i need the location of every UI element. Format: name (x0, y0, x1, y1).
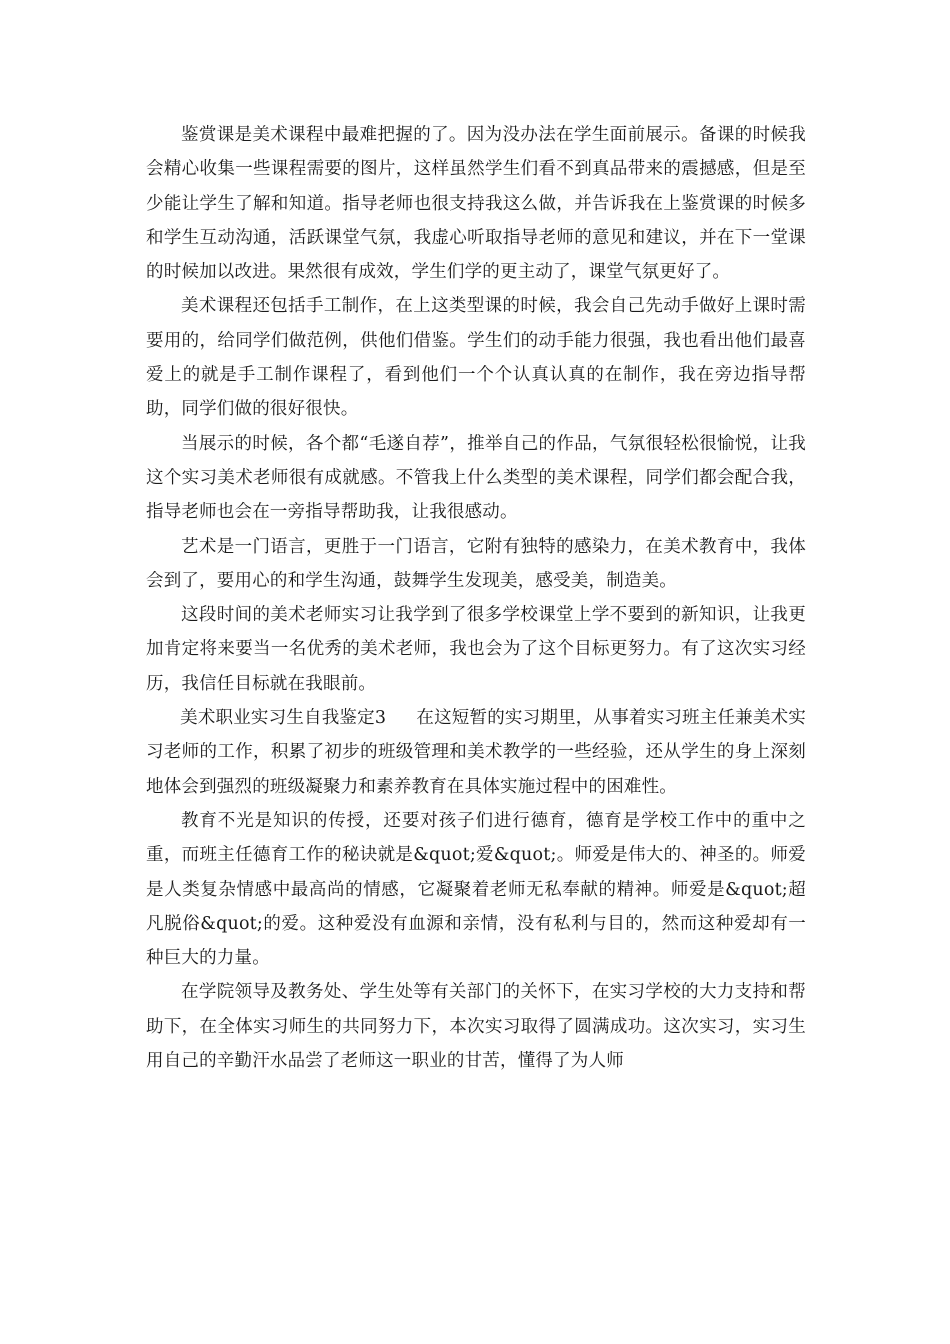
paragraph-acknowledgement: 在学院领导及教务处、学生处等有关部门的关怀下，在实习学校的大力支持和帮助下，在全体实习师生的共同努力下，本次实习取得了圆满成功。这次实习，实习生用自己的辛勤汗水品尝了老师这一职业的甘苦，懂得了为人师 (146, 982, 806, 1072)
section-3-paragraph (146, 701, 806, 804)
section-intro: 在这短暂的实习期里，从事着实习班主任兼美术实习老师的工作，积累了初步的班级管理和美术教学的一些经验，还从学生的身上深刻地体会到强烈的班级凝聚力和素养教育在具体实施过程中的困难性。 (146, 708, 806, 797)
paragraph-showcase: 当展示的时候，各个都“毛遂自荐”，推举自己的作品，气氛很轻松很愉悦，让我这个实习美术老师很有成就感。不管我上什么类型的美术课程，同学们都会配合我，指导老师也会在一旁指导帮助我，让我很感动。 (146, 433, 806, 523)
paragraph-handcraft: 美术课程还包括手工制作，在上这类型课的时候，我会自己先动手做好上课时需要用的，给同学们做范例，供他们借鉴。学生们的动手能力很强，我也看出他们最喜爱上的就是手工制作课程了，看到他们一个个认真认真的在制作，我在旁边指导帮助，同学们做的很好很快。 (146, 296, 806, 420)
paragraph-art-language: 艺术是一门语言，更胜于一门语言，它附有独特的感染力，在美术教育中，我体会到了，要用心的和学生沟通，鼓舞学生发现美，感受美，制造美。 (146, 536, 806, 591)
paragraph-appreciation-class: 鉴赏课是美术课程中最难把握的了。因为没办法在学生面前展示。备课的时候我会精心收集一些课程需要的图片，这样虽然学生们看不到真品带来的震撼感，但是至少能让学生了解和知道。指导老师也很支持我这么做，并告诉我在上鉴赏课的时候多和学生互动沟通，活跃课堂气氛，我虚心听取指导老师的意见和建议，并在下一堂课的时候加以改进。果然很有成效，学生们学的更主动了，课堂气氛更好了。 (146, 125, 806, 283)
section-title: 美术职业实习生自我鉴定3 (180, 708, 387, 729)
paragraph-moral-education: 教育不光是知识的传授，还要对孩子们进行德育，德育是学校工作中的重中之重，而班主任德育工作的秘诀就是&quot;爱&quot;。师爱是伟大的、神圣的。师爱是人类复杂情感中最高尚的情感，它凝聚着老师无私奉献的精神。师爱是&quot;超凡脱俗&quot;的爱。这种爱没有血源和亲情，没有私利与目的，然而这种爱却有一种巨大的力量。 (146, 810, 806, 969)
paragraph-internship-summary: 这段时间的美术老师实习让我学到了很多学校课堂上学不要到的新知识，让我更加肯定将来要当一名优秀的美术老师，我也会为了这个目标更努力。有了这次实习经历，我信任目标就在我眼前。 (146, 605, 806, 694)
document-body (146, 118, 806, 1078)
